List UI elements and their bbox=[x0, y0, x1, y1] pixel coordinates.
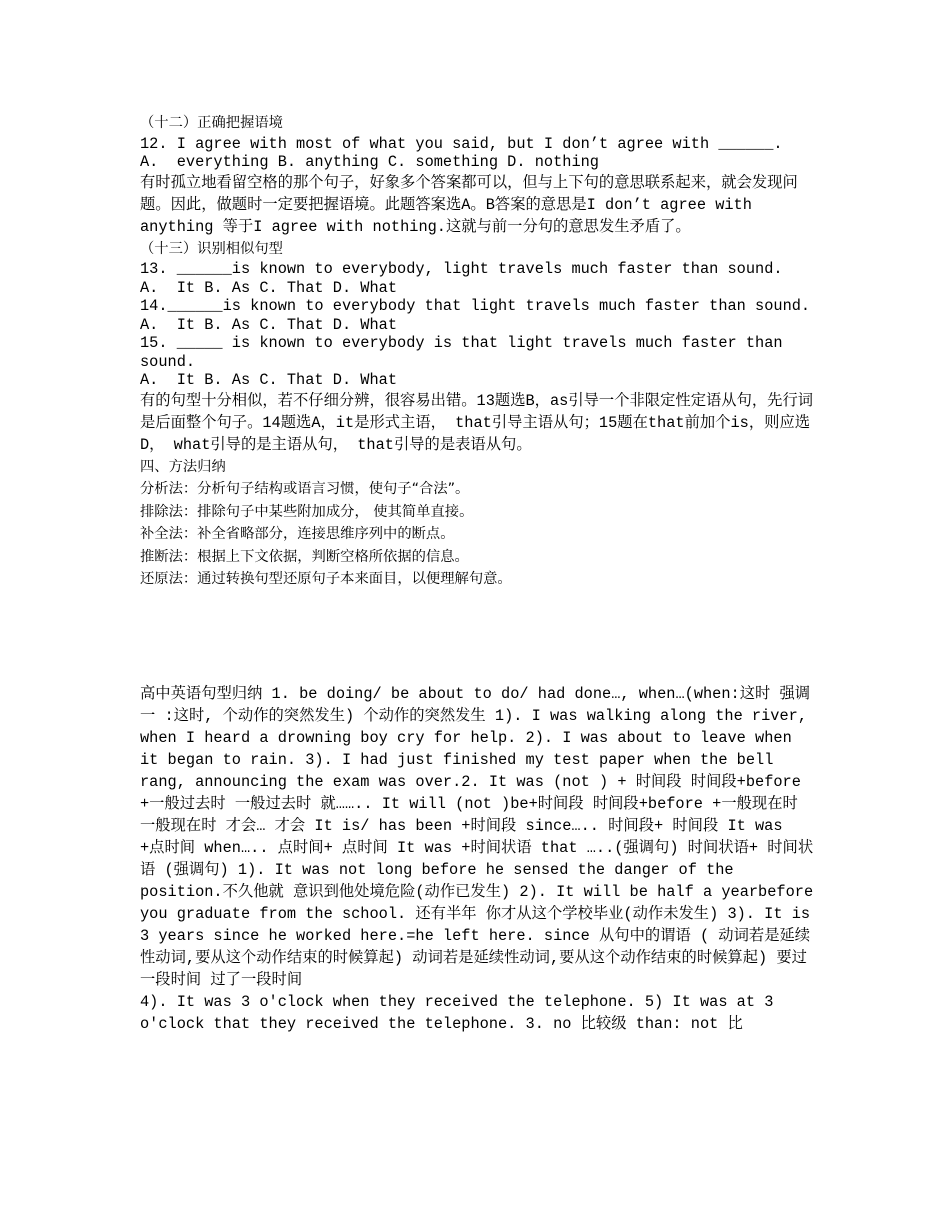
section-12-heading: （十二）正确把握语境 bbox=[140, 115, 283, 131]
methods-heading: 四、方法归纳 bbox=[140, 458, 226, 475]
question-13-options: A. It B. As C. That D. What bbox=[140, 278, 398, 297]
section-13-explanation: 有的句型十分相似，若不仔细分辨，很容易出错。13题选B，as引导一个非限定性定语从句，先行词是后面整个句子。14题选A，it是形式主语， that引导主语从句；15题在that前加个is，则应选D， what引导的是主语从句， that引导的是表语从句。 bbox=[140, 391, 814, 454]
question-14-options: A. It B. As C. That D. What bbox=[140, 315, 398, 334]
section-spacer bbox=[140, 591, 815, 683]
question-12: 12. I agree with most of what you said, but I don’t agree with ______. bbox=[140, 134, 783, 153]
summary-paragraph-continued: 4). It was 3 o'clock when they received the telephone. 5) It was at 3 o'clock that they received the telephone. 3. no 比较级 than: not 比 bbox=[140, 992, 783, 1033]
method-item: 分析法：分析句子结构或语言习惯，使句子“合法”。 bbox=[140, 481, 470, 497]
question-13: 13. ______is known to everybody, light travels much faster than sound. bbox=[140, 260, 783, 278]
question-14: 14.______is known to everybody that light travels much faster than sound. bbox=[140, 297, 811, 315]
method-item: 排除法：排除句子中某些附加成分， 使其简单直接。 bbox=[140, 503, 474, 520]
question-15-options: A. It B. As C. That D. What bbox=[140, 371, 398, 389]
question-12-explanation: 有时孤立地看留空格的那个句子，好象多个答案都可以，但与上下句的意思联系起来，就会发现问题。因此，做题时一定要把握语境。此题答案选A。B答案的意思是I don’t agree with anything 等于I agree with nothing.这就与前一分句的意思发生矛盾了。 bbox=[140, 173, 798, 236]
summary-paragraph: 高中英语句型归纳 1. be doing/ be about to do/ had done…, when…(when:这时 强调一 :这时, 个动作的突然发生) 个动作的突然发生 1). I was walking along the river, when I heard a drowning boy cry for help. 2). I was about to leave when it began to rain. 3). I had just finished my test paper when the bell rang, announcing the exam was over.2. It was (not ) + 时间段 时间段+before +一般过去时 一般过去时 就…….. It will (not )be+时间段 时间段+before +一般现在时 一般现在时 才会… 才会 It is/ has been +时间段 since….. 时间段+ 时间段 It was +点时间 when….. 点时间+ 点时间 It was +时间状语 that …..(强调句) 时间状语+ 时间状语 (强调句) 1). It was not long before he sensed the danger of the position.不久他就 意识到他处境危险(动作已发生) 2). It will be half a yearbefore you graduate from the school. 还有半年 你才从这个学校毕业(动作未发生) 3). It is 3 years since he worked here.=he left here. since 从句中的谓语 ( 动词若是延续性动词,要从这个动作结束的时候算起) 动词若是延续性动词,要从这个动作结束的时候算起) 要过一段时间 过了一段时间 bbox=[140, 684, 823, 989]
method-item: 补全法：补全省略部分，连接思维序列中的断点。 bbox=[140, 526, 455, 542]
question-12-options: A. everything B. anything C. something D. nothing bbox=[140, 153, 599, 171]
method-item: 推断法：根据上下文依据，判断空格所依据的信息。 bbox=[140, 548, 469, 565]
question-15: 15. _____ is known to everybody is that light travels much faster than sound. bbox=[140, 334, 792, 371]
document-page bbox=[140, 112, 823, 1035]
method-item: 还原法：通过转换句型还原句子本来面目，以便理解句意。 bbox=[140, 571, 512, 587]
section-13-heading: （十三）识别相似句型 bbox=[140, 240, 283, 257]
